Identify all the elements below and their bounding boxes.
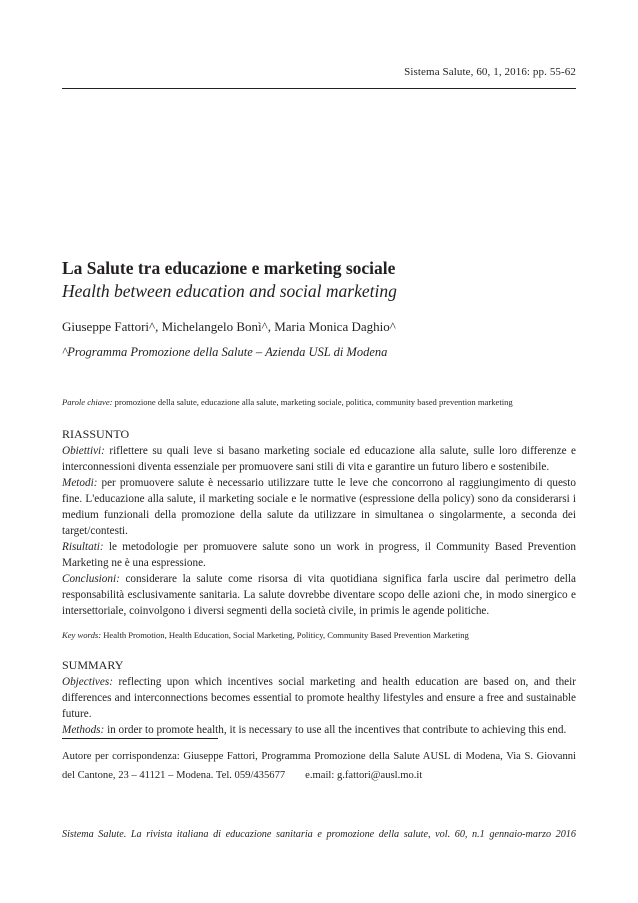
summary-objectives (62, 674, 576, 722)
correspondence-footnote (62, 747, 576, 785)
footnote-divider (62, 738, 218, 739)
author-affiliation: ^Programma Promozione della Salute – Azienda USL di Modena (62, 345, 388, 359)
summary-section (62, 658, 576, 738)
correspondence-text: Autore per corrispondenza: Giuseppe Fattori, Programma Promozione della Salute AUSL di Modena, Via S. Giovanni del Cantone, 23 – 41121 – Modena. Tel. 059/435677 (62, 751, 576, 781)
risultati-text: le metodologie per promuovere salute sono un work in progress, il Community Based Prevention Marketing ne è una espressione. (62, 541, 576, 569)
header-divider (62, 88, 576, 89)
riassunto-conclusioni (62, 571, 576, 619)
risultati-label: Risultati: (62, 541, 104, 553)
conclusioni-label: Conclusioni: (62, 573, 120, 585)
methods-text: in order to promote health, it is necessary to use all the incentives that contribute to achieving this end. (104, 724, 567, 736)
riassunto-heading: RIASSUNTO (62, 427, 130, 441)
keywords-italian (62, 397, 582, 407)
metodi-label: Metodi: (62, 477, 98, 489)
keywords-english (62, 630, 582, 640)
article-title: La Salute tra educazione e marketing sociale (62, 258, 396, 278)
obiettivi-text: riflettere su quali leve si basano marketing sociale ed educazione alla salute, sulle loro differenze e interconnessioni diventa essenziale per promuovere sani stili di vita e garantire un futuro libero e sostenibile. (62, 445, 576, 473)
riassunto-obiettivi (62, 443, 576, 475)
methods-label: Methods: (62, 724, 105, 736)
riassunto-section (62, 427, 576, 619)
objectives-label: Objectives: (62, 676, 113, 688)
conclusioni-text: considerare la salute come risorsa di vita quotidiana significa farla uscire dal perimetro della responsabilità esclusivamente sanitaria. La salute dovrebbe diventare scopo delle azioni che, in modo sinergico e intersettoriale, coinvolgono i diversi segmenti della società civile, in primis le agende politiche. (62, 573, 576, 617)
keywords-en-label: Key words: (62, 630, 102, 640)
summary-heading: SUMMARY (62, 658, 124, 672)
riassunto-metodi (62, 475, 576, 539)
journal-reference: Sistema Salute, 60, 1, 2016: pp. 55-62 (404, 66, 576, 78)
author-list: Giuseppe Fattori^, Michelangelo Bonì^, Maria Monica Daghio^ (62, 319, 396, 334)
correspondence-email: e.mail: g.fattori@ausl.mo.it (305, 770, 423, 781)
keywords-en-text: Health Promotion, Health Education, Social Marketing, Politicy, Community Based Prevention Marketing (101, 630, 469, 640)
keywords-label: Parole chiave: (62, 397, 113, 407)
page-footer: Sistema Salute. La rivista italiana di educazione sanitaria e promozione della salute, vol. 60, n.1 gennaio-marzo 2016 (62, 829, 576, 840)
metodi-text: per promuovere salute è necessario utilizzare tutte le leve che concorrono al raggiungimento di questo fine. L'educazione alla salute, il marketing sociale e le normative (espressione della policy) sono da considerarsi i medium funzionali della promozione della salute da utilizzare in simultanea o singolarmente, a seconda dei target/contesti. (62, 477, 576, 537)
objectives-text: reflecting upon which incentives social marketing and health education are based on, and their differences and interconnections becomes essential to promote healthy lifestyles and ensure a free and sustainable future. (62, 676, 576, 720)
summary-methods (62, 722, 576, 738)
obiettivi-label: Obiettivi: (62, 445, 105, 457)
keywords-text: promozione della salute, educazione alla salute, marketing sociale, politica, community based prevention marketing (112, 397, 513, 407)
riassunto-risultati (62, 539, 576, 571)
article-subtitle: Health between education and social marketing (62, 281, 397, 301)
